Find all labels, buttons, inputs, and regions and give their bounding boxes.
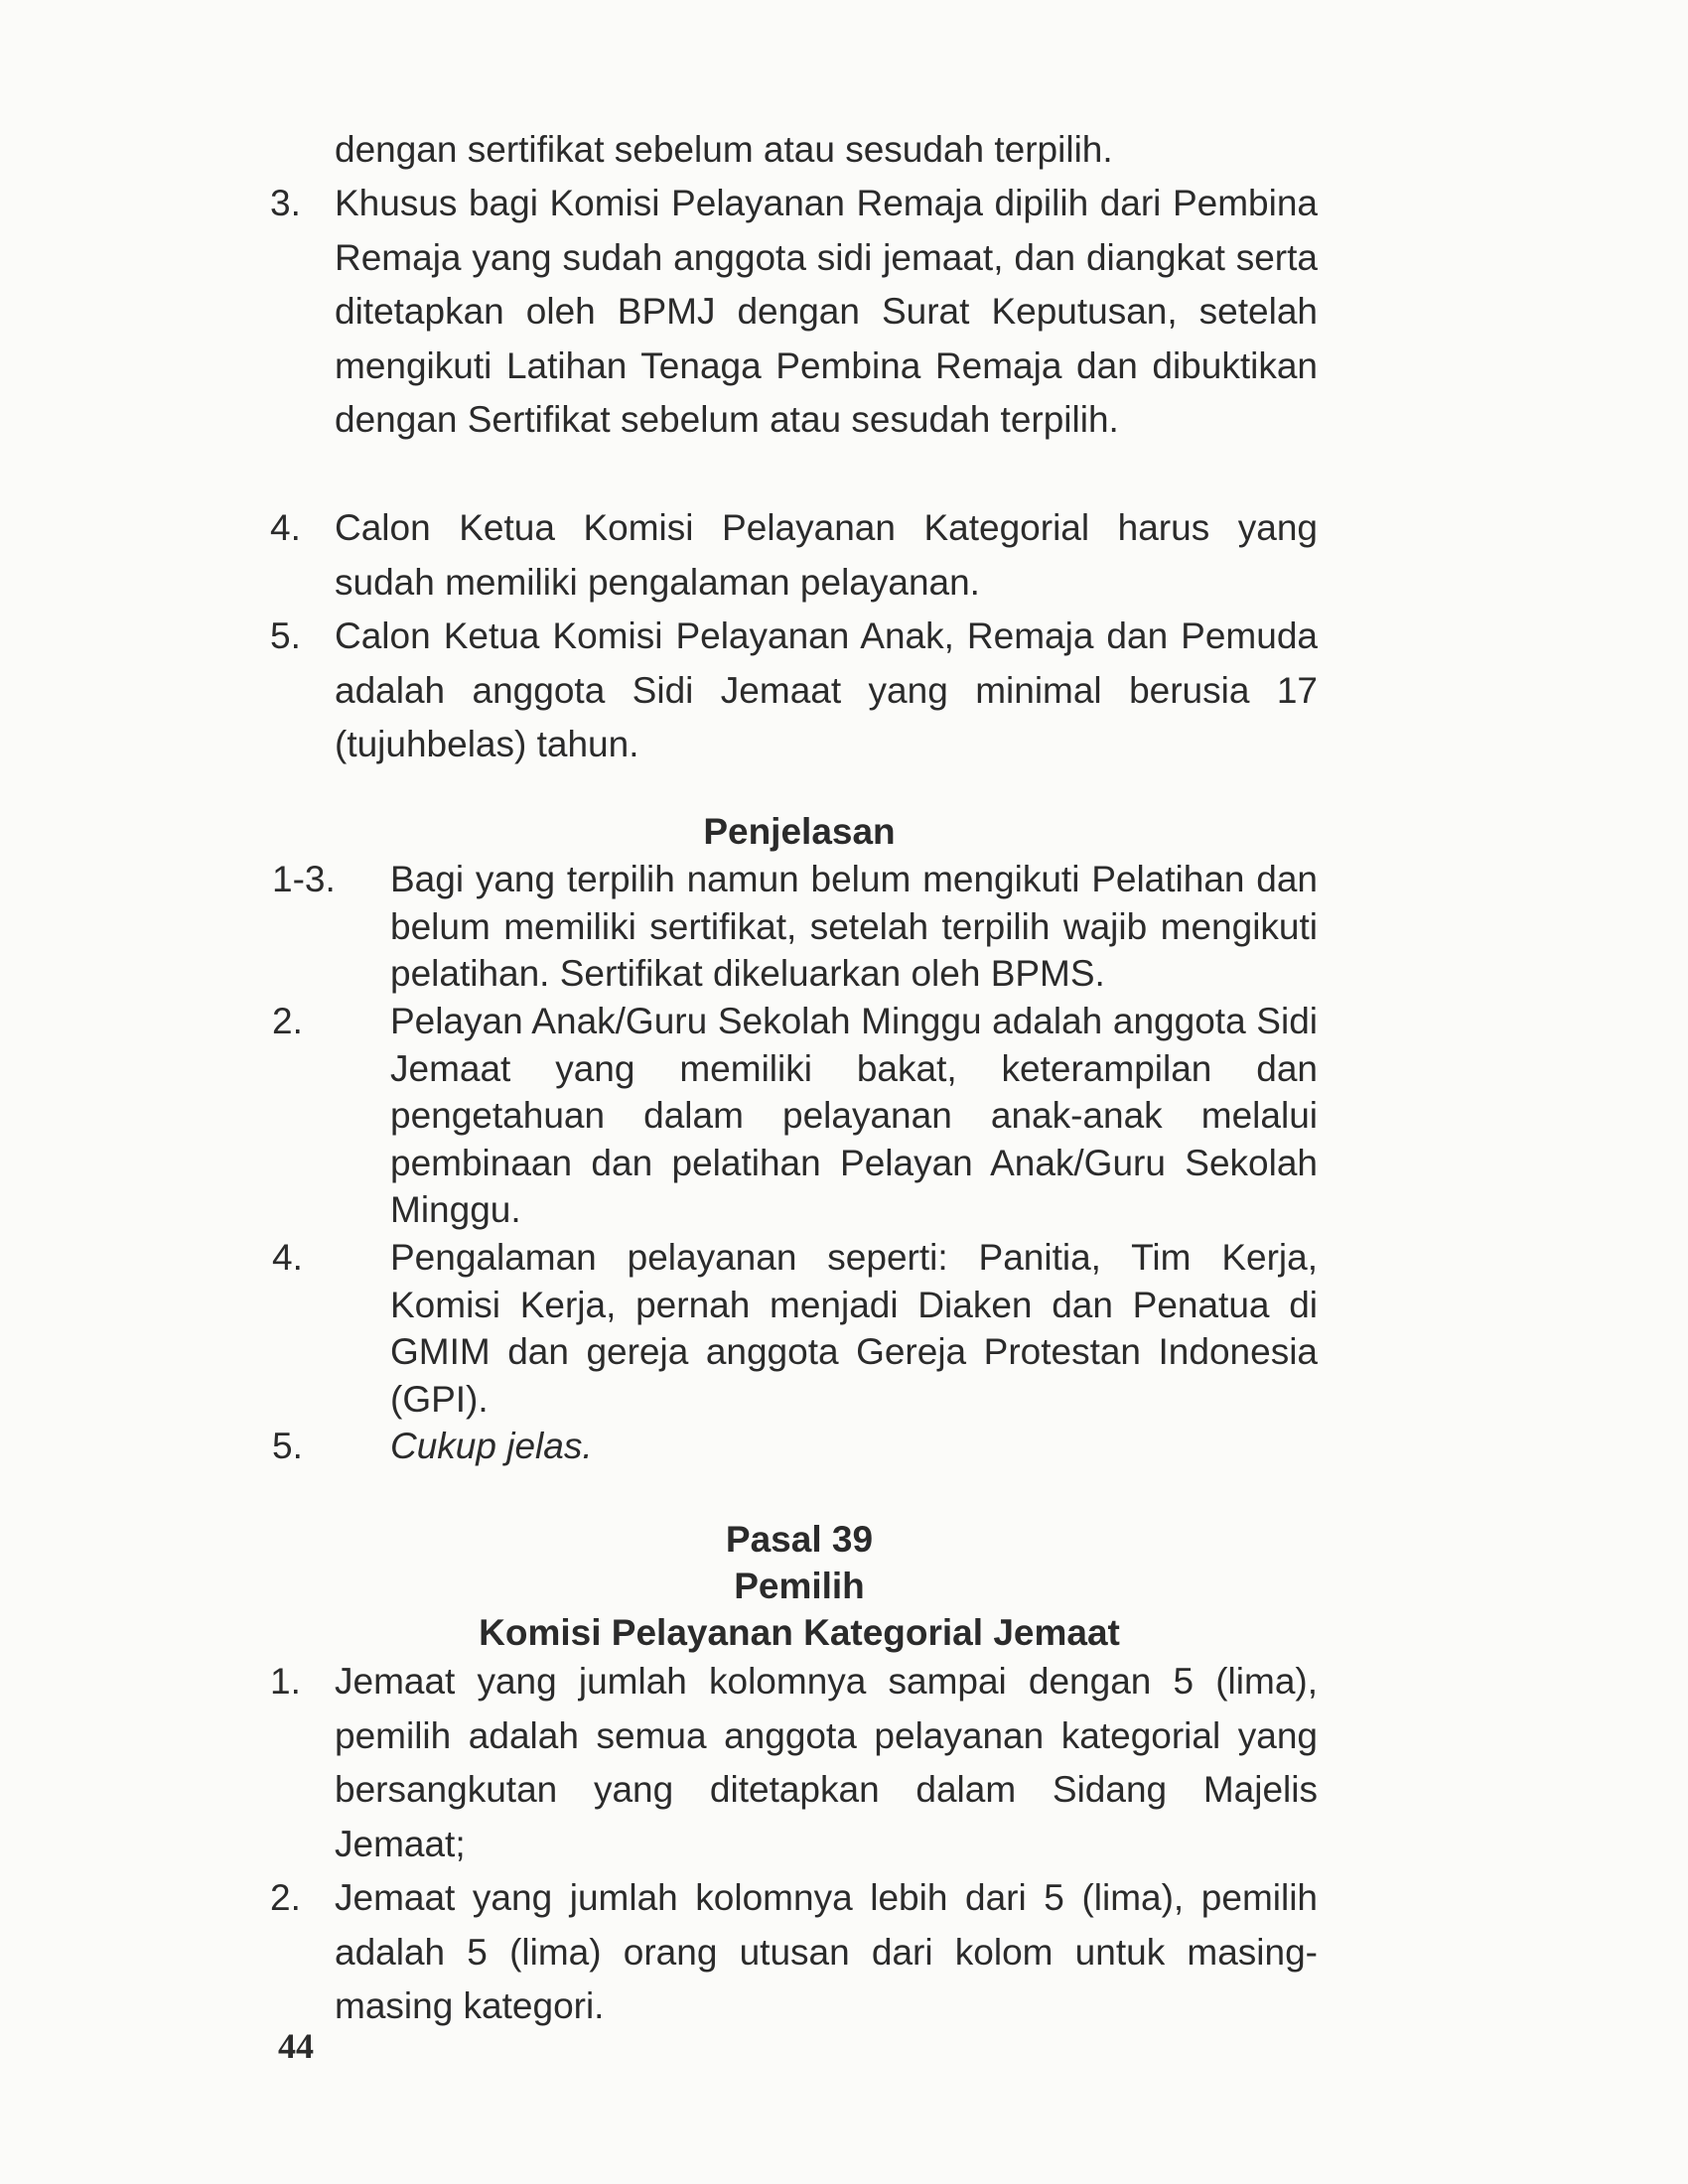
item-text: Bagi yang terpilih namun belum mengikuti Pelatihan dan belum memiliki sertifikat, setelah terpilih wajib mengikuti pelatihan. Sertifikat dikeluarkan oleh BPMS. (390, 859, 1318, 994)
item-text: Khusus bagi Komisi Pelayanan Remaja dipilih dari Pembina Remaja yang sudah anggota sidi jemaat, dan diangkat serta ditetapkan oleh BPMJ dengan Surat Keputusan, setelah mengikuti Latihan Tenaga Pembina Remaja dan dibuktikan dengan Sertifikat sebelum atau sesudah terpilih. (335, 183, 1318, 440)
continuation-text: dengan sertifikat sebelum atau sesudah terpilih. (335, 129, 1113, 170)
item-number: 4. (272, 1237, 303, 1278)
item-text: Jemaat yang jumlah kolomnya sampai dengan 5 (lima), pemilih adalah semua anggota pelayanan kategorial yang bersangkutan yang ditetapkan dalam Sidang Majelis Jemaat; (335, 1661, 1318, 1864)
item-text: Calon Ketua Komisi Pelayanan Kategorial harus yang sudah memiliki pengalaman pelayanan. (335, 507, 1318, 603)
item-number: 3. (270, 183, 301, 223)
item-text: Cukup jelas. (390, 1426, 593, 1466)
item-text: Jemaat yang jumlah kolomnya lebih dari 5 (lima), pemilih adalah 5 (lima) orang utusan dari kolom untuk masing-masing kategori. (335, 1877, 1318, 2026)
item-number: 4. (270, 507, 301, 548)
penjelasan-heading: Penjelasan (703, 811, 896, 852)
pasal-title-line1: Pemilih (734, 1566, 865, 1606)
item-number: 1-3. (272, 859, 336, 899)
item-text: Calon Ketua Komisi Pelayanan Anak, Remaja dan Pemuda adalah anggota Sidi Jemaat yang minimal berusia 17 (tujuhbelas) tahun. (335, 615, 1318, 764)
item-number: 2. (272, 1001, 303, 1041)
item-number: 1. (270, 1661, 301, 1702)
item-number: 2. (270, 1877, 301, 1918)
item-number: 5. (270, 615, 301, 656)
pasal-title-line2: Komisi Pelayanan Kategorial Jemaat (479, 1612, 1120, 1653)
page-number: 44 (278, 2026, 314, 2066)
item-text: Pelayan Anak/Guru Sekolah Minggu adalah anggota Sidi Jemaat yang memiliki bakat, keterampilan dan pengetahuan dalam pelayanan anak-anak melalui pembinaan dan pelatihan Pelayan Anak/Guru Sekolah Minggu. (390, 1001, 1318, 1230)
pasal-number-heading: Pasal 39 (725, 1519, 874, 1560)
item-text: Pengalaman pelayanan seperti: Panitia, Tim Kerja, Komisi Kerja, pernah menjadi Diaken dan Penatua di GMIM dan gereja anggota Gereja Protestan Indonesia (GPI). (390, 1237, 1318, 1420)
item-number: 5. (272, 1426, 303, 1466)
